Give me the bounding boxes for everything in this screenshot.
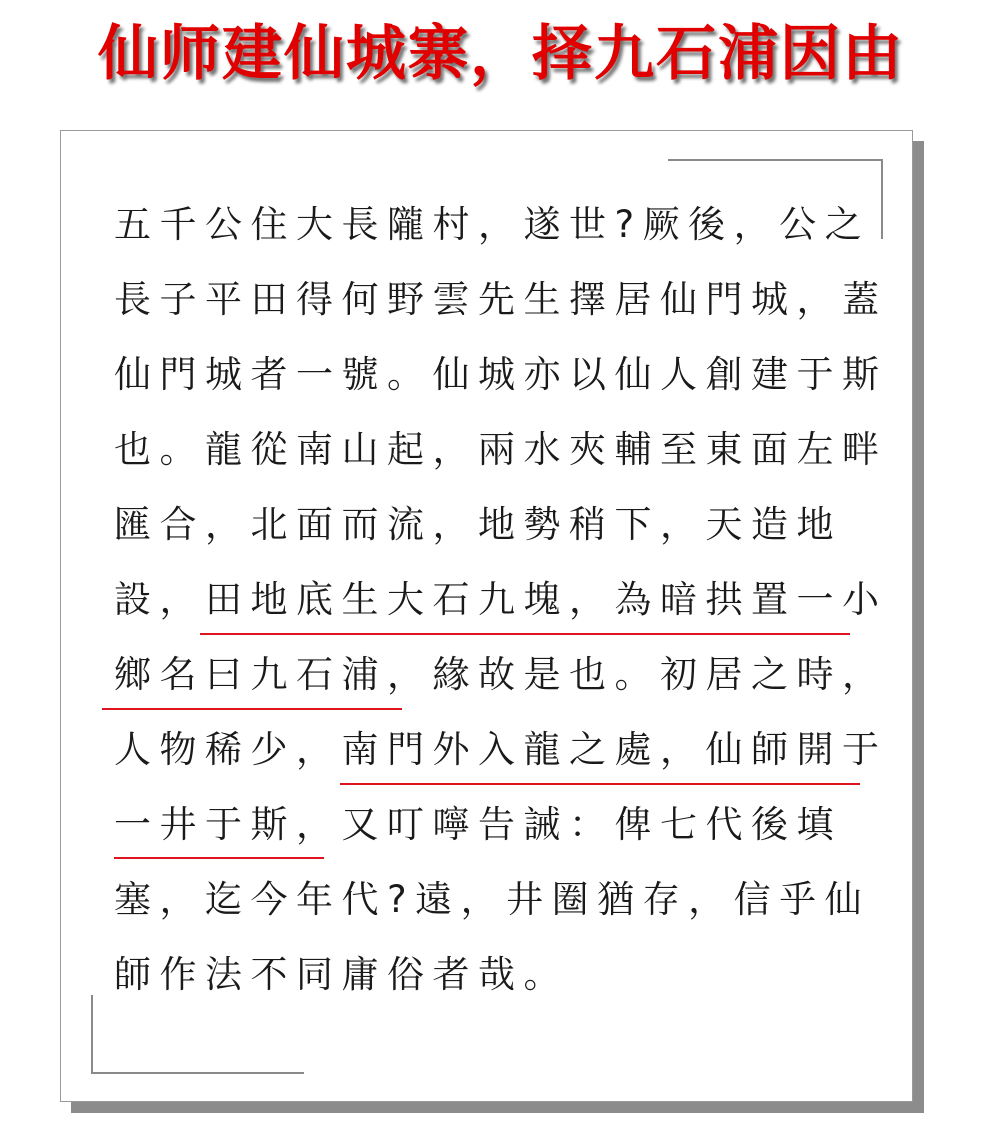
corner-ornament-top-right-vertical [881,159,883,239]
highlight-underline [340,783,860,785]
text-line: 鄉名曰九石浦，緣故是也。初居之時， [114,653,888,696]
text-line: 師作法不同庸俗者哉。 [114,953,569,996]
corner-ornament-bottom-left-vertical [91,995,93,1074]
text-line: 仙門城者一號。仙城亦以仙人創建于斯 [114,353,888,396]
text-line: 一井于斯，又叮嚀告誡：俾七代後填 [114,803,842,846]
highlight-underline [102,708,402,710]
text-line: 匯合，北面而流，地勢稍下，天造地 [114,503,842,546]
text-line: 塞，迄今年代?遠，井圈猶存，信乎仙 [114,878,871,921]
corner-ornament-bottom-left [91,1072,304,1074]
highlight-underline [200,633,850,635]
text-line: 也。龍從南山起，兩水夾輔至東面左畔 [114,428,888,471]
corner-ornament-top-right [668,159,883,161]
text-line: 人物稀少，南門外入龍之處，仙師開于 [114,728,888,771]
text-line: 五千公住大長隴村，遂世?厥後，公之 [114,203,871,246]
text-line: 設，田地底生大石九塊，為暗拱置一小 [114,578,888,621]
text-line: 長子平田得何野雲先生擇居仙門城，蓋 [114,278,888,321]
page-title: 仙师建仙城寨，择九石浦因由 [98,19,904,89]
highlight-underline [114,857,324,859]
